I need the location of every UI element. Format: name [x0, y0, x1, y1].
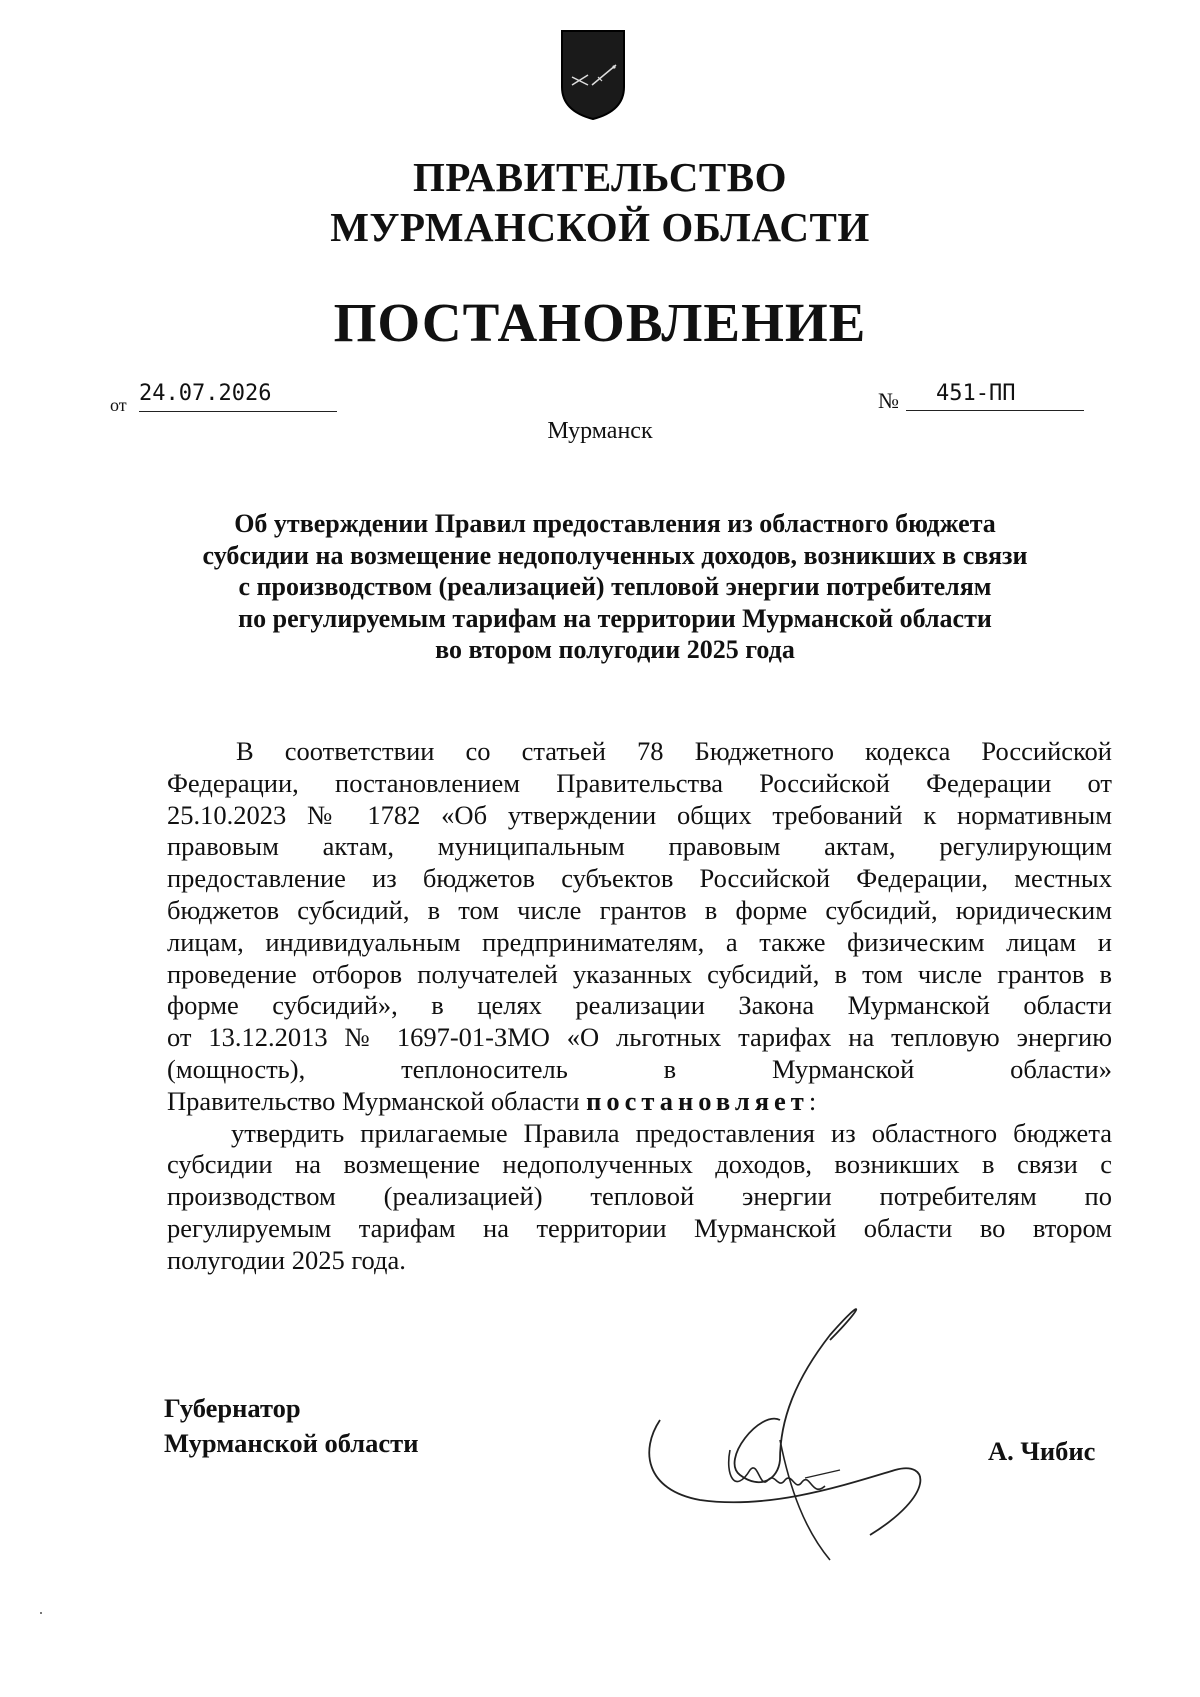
body-line: от 13.12.2013 № 1697-01-ЗМО «О льготных тарифах на тепловую энергию [167, 1022, 1112, 1053]
body-line: лицам, индивидуальным предпринимателям, а также физическим лицам и [167, 926, 1112, 957]
scan-speck [40, 1612, 42, 1614]
document-title [150, 508, 1080, 666]
signatory-position [164, 1391, 418, 1461]
coat-of-arms-emblem [554, 25, 632, 121]
body-line: производством (реализацией) тепловой энергии потребителям по [167, 1181, 1112, 1212]
organization-name-line-2: МУРМАНСКОЙ ОБЛАСТИ [330, 204, 870, 250]
document-body [167, 736, 1112, 1277]
body-line: проведение отборов получателей указанных субсидий, в том числе грантов в [167, 958, 1112, 989]
decree-colon: : [808, 1085, 817, 1116]
document-date: 24.07.2026 [139, 381, 337, 412]
body-line: полугодии 2025 года. [167, 1244, 406, 1275]
body-line: регулируемым тарифам на территории Мурманской области во втором [167, 1212, 1112, 1243]
city-name: Мурманск [547, 418, 653, 444]
title-line: во втором полугодии 2025 года [435, 635, 795, 664]
number-sign: № [878, 388, 899, 413]
body-line: 25.10.2023 № 1782 «Об утверждении общих требований к нормативным [167, 799, 1112, 830]
title-line: с производством (реализацией) тепловой энергии потребителям [238, 572, 992, 601]
body-line: Федерации, постановлением Правительства Российской Федерации от [167, 767, 1112, 798]
handwritten-signature [630, 1300, 950, 1580]
title-line: по регулируемым тарифам на территории Мурманской области [238, 603, 992, 633]
body-line: утвердить прилагаемые Правила предоставления из областного бюджета [231, 1117, 1112, 1148]
body-line: бюджетов субсидий, в том числе грантов в форме субсидий, юридическим [167, 894, 1112, 925]
body-line: В соответствии со статьей 78 Бюджетного кодекса Российской [236, 736, 1112, 766]
body-line: (мощность), теплоноситель в Мурманской области» [167, 1053, 1112, 1084]
body-line: правовым актам, муниципальным правовым актам, регулирующим [167, 831, 1112, 862]
body-line: субсидии на возмещение недополученных доходов, возникших в связи с [167, 1149, 1112, 1180]
body-line: предоставление из бюджетов субъектов Российской Федерации, местных [167, 863, 1112, 894]
signatory-position-line-2: Мурманской области [164, 1428, 419, 1458]
title-line: Об утверждении Правил предоставления из областного бюджета [234, 509, 996, 538]
body-line: форме субсидий», в целях реализации Закона Мурманской области [167, 990, 1112, 1021]
title-line: субсидии на возмещение недополученных доходов, возникших в связи [202, 540, 1028, 570]
signatory-name: А. Чибис [988, 1436, 1096, 1466]
decree-word: постановляет [586, 1085, 809, 1116]
signatory-position-line-1: Губернатор [164, 1393, 301, 1423]
body-line: Правительство Мурманской области [167, 1085, 580, 1116]
date-prefix: от [110, 395, 127, 415]
organization-name-line-1: ПРАВИТЕЛЬСТВО [412, 154, 788, 200]
document-type-heading: ПОСТАНОВЛЕНИЕ [333, 292, 867, 353]
document-number: 451-ПП [906, 381, 1084, 411]
body-line-decree [167, 1086, 1112, 1118]
